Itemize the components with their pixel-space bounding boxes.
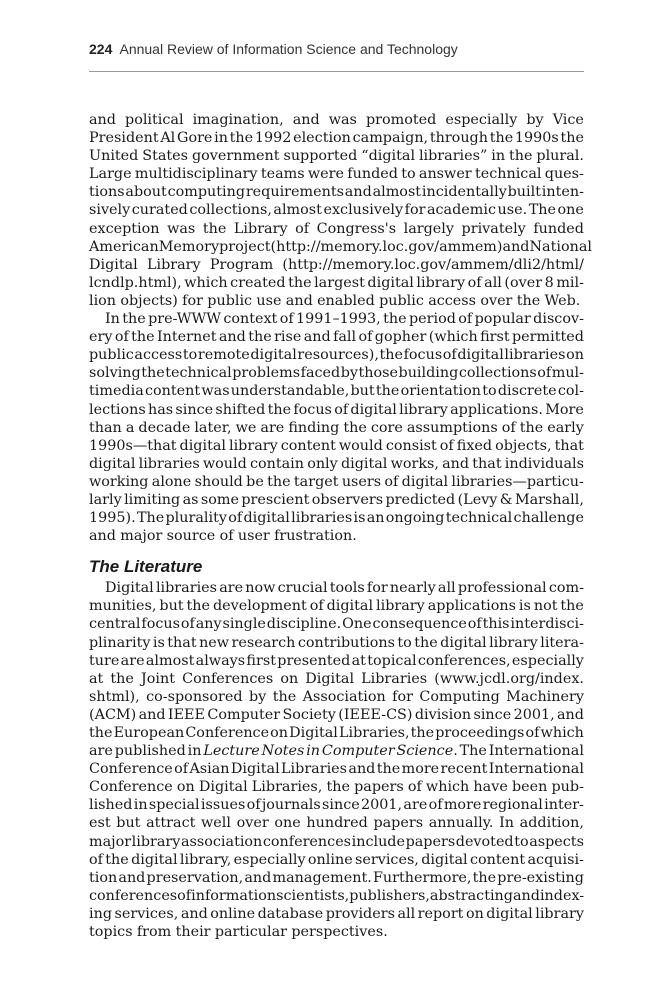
text-line: United States government supported “digital libraries” in the plural. [89, 148, 584, 165]
body-text [89, 111, 592, 941]
text-line: at the Joint Conferences on Digital Libraries (www.jcdl.org/index. [89, 670, 584, 687]
text-line: plinarity is that new research contributions to the digital library litera- [89, 634, 584, 651]
text-line: the European Conference on Digital Libraries, the proceedings of which [89, 725, 584, 741]
text-line: conferences of information scientists, publishers, abstracting and index- [89, 887, 585, 904]
text-line: American Memory project (http://memory.loc.gov/ammem) and National [89, 238, 592, 255]
text-line: Conference on Digital Libraries, the papers of which have been pub- [89, 779, 584, 796]
text-line: Large multidisciplinary teams were funded to answer technical ques- [89, 166, 584, 183]
paragraph-intro [89, 111, 592, 310]
text-line: and major source of user frustration. [89, 528, 357, 545]
page-number: 224 [89, 41, 113, 57]
header-rule [89, 71, 584, 72]
text-line: and political imagination, and was promoted especially by Vice [89, 112, 584, 128]
text-line: (ACM) and IEEE Computer Society (IEEE-CS) division since 2001, and [89, 706, 584, 723]
text-line: major library association conferences include papers devoted to aspects [89, 833, 584, 850]
text-line: Digital Library Program (http://memory.loc.gov/ammem/dli2/html/ [89, 256, 584, 273]
text-line: solving the technical problems faced by those building collections of mul- [89, 365, 584, 382]
text-line: exception was the Library of Congress's largely privately funded [89, 220, 584, 237]
text-line: topics from their particular perspectives. [89, 924, 388, 941]
text-line: tion and preservation, and management. Furthermore, the pre-existing [89, 869, 584, 886]
text-line: tions about computing requirements and almost incidentally built inten- [89, 184, 584, 201]
text-line: ture are almost always first presented at topical conferences, especially [89, 652, 584, 669]
text-line: ery of the Internet and the rise and fall of gopher (which first permitted [89, 329, 584, 346]
text-line: est but attract well over one hundred papers annually. In addition, [89, 815, 584, 832]
text-line: are published in Lecture Notes in Computer Science. The International [89, 743, 584, 760]
text-line: 1995). The plurality of digital libraries is an ongoing technical challenge [89, 510, 584, 527]
text-line: public access to remote digital resources), the focus of digital libraries on [89, 347, 584, 364]
section-heading: The Literature [89, 557, 203, 577]
journal-title: Annual Review of Information Science and Technology [119, 41, 458, 57]
text-line: lished in special issues of journals since 2001, are of more regional inter- [89, 797, 584, 814]
text-line: than a decade later, we are finding the core assumptions of the early [89, 419, 584, 436]
paragraph-pre-www [89, 310, 584, 545]
text-line: lections has since shifted the focus of digital library applications. More [89, 401, 584, 418]
text-line: lion objects) for public use and enabled public access over the Web. [89, 292, 581, 309]
text-line: lcndlp.html), which created the largest digital library of all (over 8 mil- [89, 274, 584, 291]
text-line: central focus of any single discipline. One consequence of this interdisci- [89, 616, 584, 633]
paragraph-literature [89, 579, 584, 941]
text-line: 1990s—that digital library content would consist of fixed objects, that [89, 437, 584, 454]
text-line: ing services, and online database providers all report on digital library [89, 905, 584, 922]
text-line: sively curated collections, almost exclusively for academic use. The one [89, 202, 584, 219]
text-line: Digital libraries are now crucial tools for nearly all professional com- [105, 580, 584, 597]
text-line: larly limiting as some prescient observers predicted (Levy & Marshall, [89, 491, 584, 508]
text-line: timedia content was understandable, but the orientation to discrete col- [89, 383, 584, 400]
text-line: In the pre-WWW context of 1991–1993, the period of popular discov- [105, 311, 584, 328]
text-line: President Al Gore in the 1992 election campaign, through the 1990s the [89, 130, 584, 147]
running-head [89, 41, 584, 57]
text-line: of the digital library, especially online services, digital content acquisi- [89, 851, 584, 868]
text-line: munities, but the development of digital library applications is not the [89, 598, 584, 615]
text-line: digital libraries would contain only digital works, and that individuals [89, 455, 584, 472]
text-line: shtml), co-sponsored by the Association for Computing Machinery [89, 688, 584, 705]
text-line: Conference of Asian Digital Libraries and the more recent International [89, 761, 584, 778]
text-line: working alone should be the target users of digital libraries—particu- [89, 473, 584, 490]
